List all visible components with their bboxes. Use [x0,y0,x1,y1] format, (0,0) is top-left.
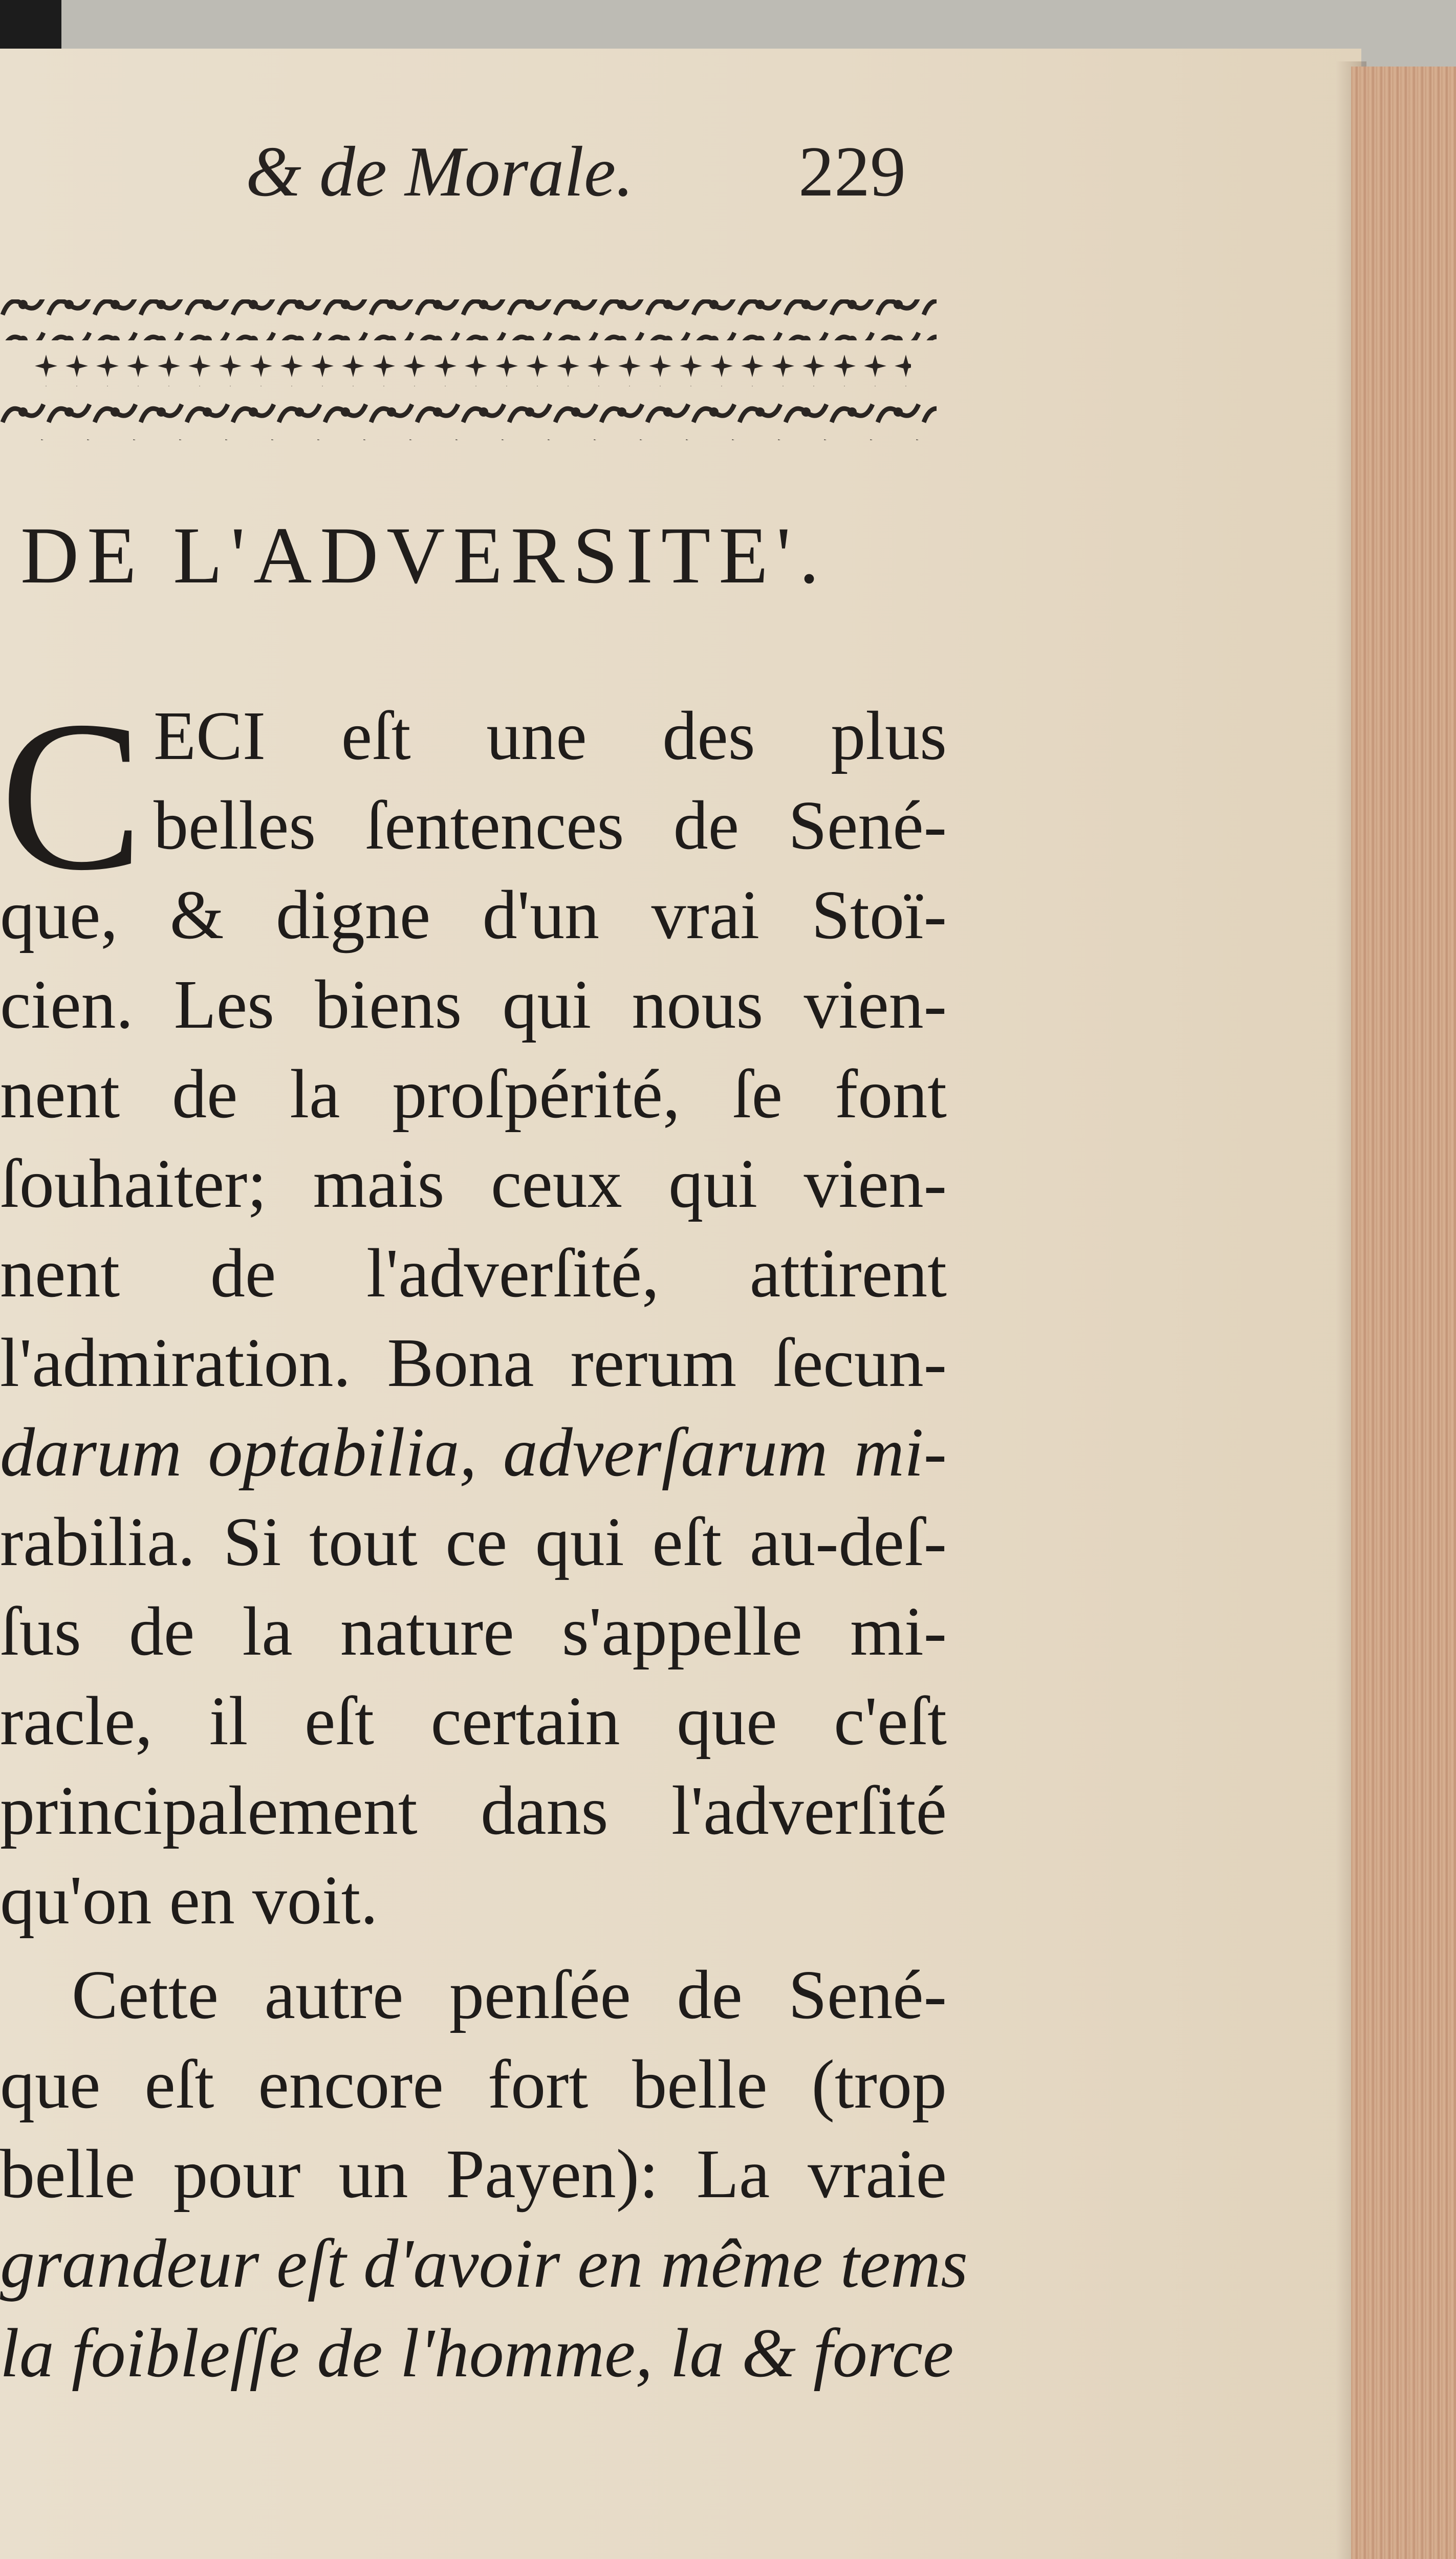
text-line: belle pour un Payen): La vraie [0,2136,947,2213]
text-line: racle, il eſt certain que c'eſt [0,1683,947,1760]
ornament-top-row [0,299,937,340]
text-line: rabilia. Si tout ce qui eſt au-deſ- [0,1504,947,1580]
running-head [246,131,962,233]
text-line: cien. Les biens qui nous vien- [0,966,947,1043]
text-line: grandeur eſt d'avoir en même tems [0,2225,968,2302]
text-line: qu'on en voit. [0,1862,378,1939]
text-line: la foibleſſe de l'homme, la & force [0,2315,954,2392]
text-line: Cette autre penſée de Sené- [72,1957,947,2033]
text-line: l'admiration. Bona rerum ſecun- [0,1325,947,1401]
page-number: 229 [798,132,906,211]
text-line: nent de l'adverſité, attirent [0,1235,947,1312]
page-fore-edge [1351,67,1456,2559]
text-line: principalement dans l'adverſité [0,1772,947,1849]
text-line: belles ſentences de Sené- [154,787,947,864]
ornament-middle-row [31,351,911,386]
text-line: que eſt encore fort belle (trop [0,2046,947,2123]
ornament-band [0,289,937,458]
text-line: nent de la proſpérité, ſe font [0,1056,947,1133]
text-line: ſus de la nature s'appelle mi- [0,1593,947,1670]
chapter-title: DE L'ADVERSITE'. [20,511,828,600]
text-line: ſouhaiter; mais ceux qui vien- [0,1145,947,1222]
ornament-bottom-row [0,399,937,440]
text-line: darum optabilia, adverſarum mi- [0,1414,947,1491]
text-line: que, & digne d'un vrai Stoï- [0,877,947,953]
text-line: ECI eſt une des plus [154,698,947,774]
drop-cap: C [0,677,144,915]
running-head-title: & de Morale. [246,132,634,211]
